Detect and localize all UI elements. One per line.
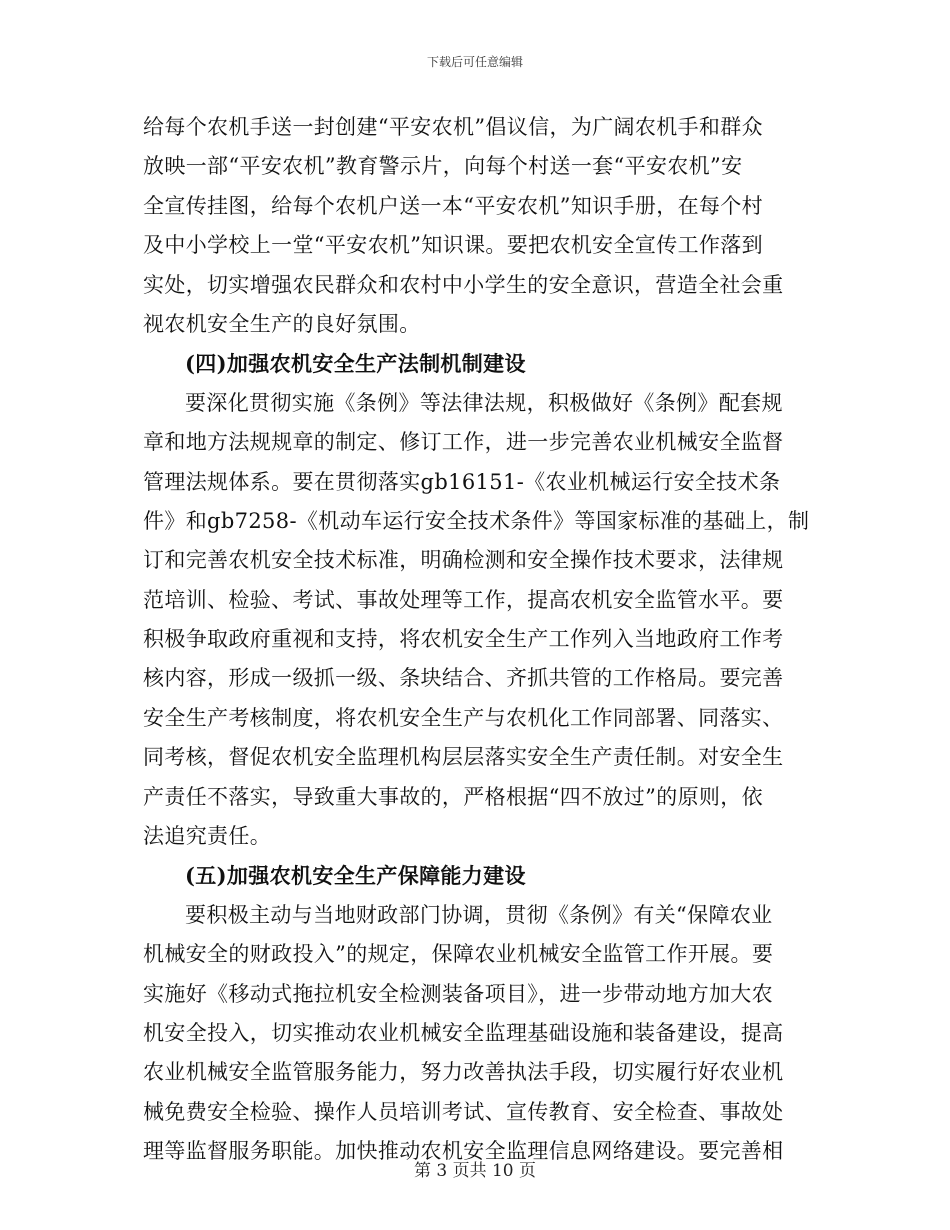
text-line: 理等监督服务职能。加快推动农机安全监理信息网络建设。要完善相 (143, 1139, 784, 1164)
text-line: 实施好《移动式拖拉机安全检测装备项目》，进一步带动地方加大农 (143, 981, 773, 1006)
text-line: 安全生产考核制度，将农机安全生产与农机化工作同部署、同落实、 (143, 705, 784, 730)
text-line: 给每个农机手送一封创建“平安农机”倡议信，为广阔农机手和群众 (143, 115, 763, 139)
text-line: 产责任不落实，导致重大事故的，严格根据“四不放过”的原则，依 (143, 784, 763, 809)
text-line: 法追究责任。 (143, 824, 272, 849)
text-line: 同考核，督促农机安全监理机构层层落实安全生产责任制。对安全生 (143, 745, 784, 770)
text-line: 机械安全的财政投入”的规定，保障农业机械安全监管工作开展。要 (143, 942, 774, 967)
text-line: 积极争取政府重视和支持，将农机安全生产工作列入当地政府工作考 (143, 627, 784, 652)
text-line: 视农机安全生产的良好氛围。 (143, 311, 421, 336)
text-line: 管理法规体系。要在贯彻落实gb16151-《农业机械运行安全技术条 (143, 469, 781, 494)
text-line: 全宣传挂图，给每个农机户送一本“平安农机”知识手册，在每个村 (143, 193, 763, 218)
text-line: 及中小学校上一堂“平安农机”知识课。要把农机安全宣传工作落到 (143, 233, 763, 258)
text-line: 械免费安全检验、操作人员培训考试、宣传教育、安全检查、事故处 (143, 1099, 784, 1124)
text-line: 要积极主动与当地财政部门协调，贯彻《条例》有关“保障农业 (185, 902, 773, 927)
text-line: 订和完善农机安全技术标准，明确检测和安全操作技术要求，法律规 (143, 548, 784, 573)
document-body (143, 108, 808, 1172)
text-line: 农业机械安全监管服务能力，努力改善执法手段，切实履行好农业机 (143, 1060, 784, 1085)
text-line: 要深化贯彻实施《条例》等法律法规，积极做好《条例》配套规 (185, 390, 783, 415)
page-footer: 第 3 页共 10 页 (413, 1161, 537, 1181)
section-heading: (五)加强农机安全生产保障能力建设 (185, 863, 526, 889)
text-line: 核内容，形成一级抓一级、条块结合、齐抓共管的工作格局。要完善 (143, 666, 784, 691)
text-line: 章和地方法规规章的制定、修订工作，进一步完善农业机械安全监督 (143, 430, 784, 455)
text-line: 放映一部“平安农机”教育警示片，向每个村送一套“平安农机”安 (143, 154, 743, 179)
text-line: 范培训、检验、考试、事故处理等工作，提高农机安全监管水平。要 (143, 587, 784, 612)
section-heading: (四)加强农机安全生产法制机制建设 (185, 351, 526, 377)
text-line: 件》和gb7258-《机动车运行安全技术条件》等国家标准的基础上，制 (143, 508, 810, 533)
text-line: 实处，切实增强农民群众和农村中小学生的安全意识，营造全社会重 (143, 272, 784, 297)
page-header: 下载后可任意编辑 (426, 55, 523, 69)
text-line: 机安全投入，切实推动农业机械安全监理基础设施和装备建设，提高 (143, 1020, 784, 1045)
